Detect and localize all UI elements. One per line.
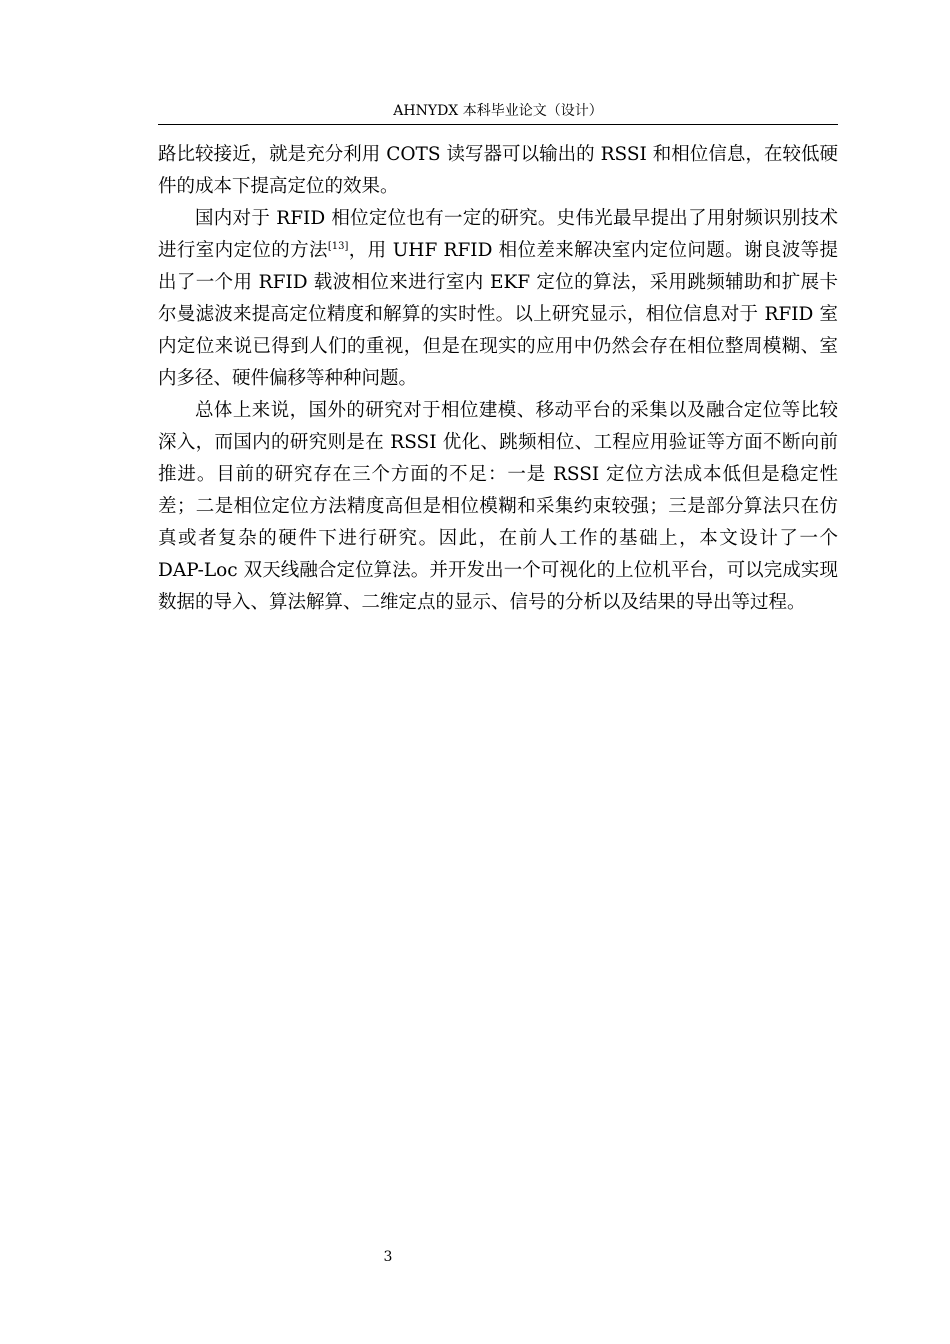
body-text bbox=[158, 139, 838, 619]
paragraph-text-before-citation: 国内对于 RFID 相位定位也有一定的研究。史伟光最早提出了用射频识别技术进行室内定位的方法 bbox=[158, 208, 838, 261]
paragraph-continuation: 路比较接近，就是充分利用 COTS 读写器可以输出的 RSSI 和相位信息，在较低硬件的成本下提高定位的效果。 bbox=[158, 144, 838, 197]
paragraph-text-after-citation: ，用 UHF RFID 相位差来解决室内定位问题。谢良波等提出了一个用 RFID 载波相位来进行室内 EKF 定位的算法，采用跳频辅助和扩展卡尔曼滤波来提高定位精度和解算的实时性。以上研究显示，相位信息对于 RFID 室内定位来说已得到人们的重视，但是在现实的应用中仍然会存在相位整周模糊、室内多径、硬件偏移等种种问题。 bbox=[158, 240, 838, 389]
citation-reference: [13] bbox=[327, 240, 349, 252]
paragraph-domestic-research bbox=[158, 203, 838, 395]
page-number: 3 bbox=[383, 1249, 393, 1265]
running-header: AHNYDX 本科毕业论文（设计） bbox=[158, 102, 838, 125]
paragraph-summary: 总体上来说，国外的研究对于相位建模、移动平台的采集以及融合定位等比较深入，而国内的研究则是在 RSSI 优化、跳频相位、工程应用验证等方面不断向前推进。目前的研究存在三个方面的不足：一是 RSSI 定位方法成本低但是稳定性差；二是相位定位方法精度高但是相位模糊和采集约束较强；三是部分算法只在仿真或者复杂的硬件下进行研究。因此，在前人工作的基础上，本文设计了一个 DAP-Loc 双天线融合定位算法。并开发出一个可视化的上位机平台，可以完成实现数据的导入、算法解算、二维定点的显示、信号的分析以及结果的导出等过程。 bbox=[158, 400, 838, 613]
